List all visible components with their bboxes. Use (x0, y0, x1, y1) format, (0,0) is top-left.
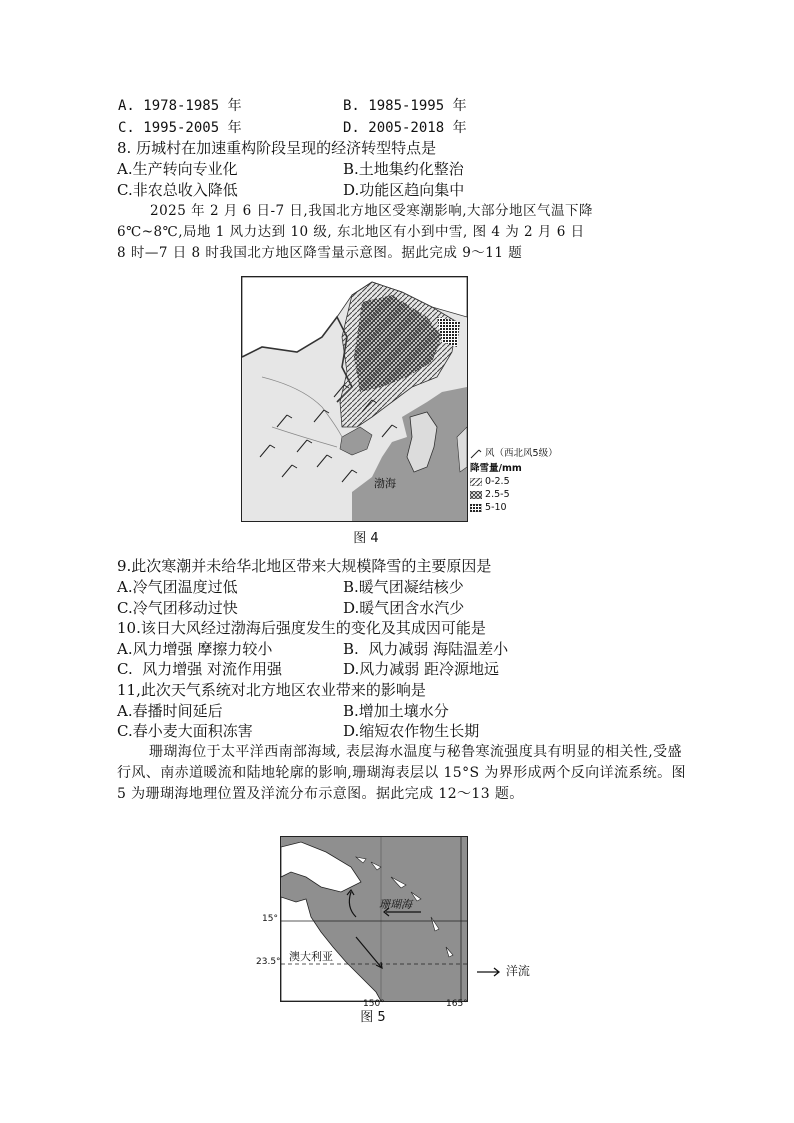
q7-option-a: A. 1978-1985 年 (118, 98, 242, 114)
passage1-line2: 6℃~8℃,局地 1 风力达到 10 级, 东北地区有小到中雪, 图 4 为 2 月 6 日 (117, 224, 585, 240)
q10-option-d: D.风力减弱 距冷源地远 (343, 660, 500, 678)
figure4-map (241, 276, 468, 522)
fig5-lat-15: 15° (262, 914, 278, 924)
q7-option-b: B. 1985-1995 年 (343, 98, 467, 114)
wind-barb-icon (470, 449, 482, 459)
q10-option-b: B. 风力减弱 海陆温差小 (343, 640, 509, 658)
q10-option-c: C. 风力增强 对流作用强 (117, 660, 283, 678)
q11-option-b: B.增加土壤水分 (343, 702, 449, 720)
fig5-sea-label: 珊瑚海 (379, 898, 412, 911)
q9-option-b: B.暖气团凝结核少 (343, 578, 464, 596)
q9-option-a: A.冷气团温度过低 (117, 578, 238, 596)
q8-option-d: D.功能区趋向集中 (343, 181, 465, 199)
q10-option-a: A.风力增强 摩擦力较小 (117, 640, 273, 658)
figure5-caption: 图 5 (360, 1010, 386, 1025)
q8-option-b: B.土地集约化整治 (343, 160, 464, 178)
q11-option-d: D.缩短农作物生长期 (343, 722, 480, 740)
fig5-lon-150: 150° (363, 999, 385, 1009)
q7-option-c: C. 1995-2005 年 (118, 120, 242, 136)
q9-option-c: C.冷气团移动过快 (117, 599, 238, 617)
passage1-line3: 8 时—7 日 8 时我国北方地区降雪量示意图。据此完成 9～11 题 (117, 245, 523, 261)
legend-item-3: 5-10 (470, 501, 560, 514)
fig5-land-label: 澳大利亚 (289, 950, 333, 963)
figure5-legend: 洋流 (476, 962, 530, 979)
q11-stem: 11,此次天气系统对北方地区农业带来的影响是 (117, 681, 426, 699)
q8-option-a: A.生产转向专业化 (117, 160, 238, 178)
figure5-map (280, 836, 468, 1002)
legend-snow-title: 降雪量/mm (470, 463, 522, 474)
q10-stem: 10.该日大风经过渤海后强度发生的变化及其成因可能是 (117, 619, 486, 637)
passage1-line1: 2025 年 2 月 6 日-7 日,我国北方地区受寒潮影响,大部分地区气温下降 (150, 203, 594, 219)
q11-option-c: C.春小麦大面积冻害 (117, 722, 253, 740)
passage2: 珊瑚海位于太平洋西南部海域, 表层海水温度与秘鲁寒流强度具有明显的相关性,受盛行风、南赤道暖流和陆地轮廓的影响,珊瑚海表层以 15°S 为界形成两个反向详流系统。图 5 为珊瑚海地理位置及洋流分布示意图。据此完成 12～13 题。 (117, 744, 686, 802)
legend-item-2: 2.5-5 (470, 488, 560, 501)
fig5-lon-165: 165° (446, 999, 468, 1009)
q9-option-d: D.暖气团含水汽少 (343, 599, 465, 617)
figure5-svg (281, 837, 467, 1001)
q7-option-d: D. 2005-2018 年 (343, 120, 467, 136)
q11-option-a: A.春播时间延后 (117, 702, 223, 720)
q8-option-c: C.非农总收入降低 (117, 181, 238, 199)
figure4-svg (242, 277, 467, 521)
figure4-caption: 图 4 (353, 531, 379, 546)
q9-stem: 9.此次寒潮并未给华北地区带来大规模降雪的主要原因是 (117, 557, 492, 575)
fig4-sea-label: 渤海 (374, 477, 396, 490)
q8-stem: 8. 历城村在加速重构阶段呈现的经济转型特点是 (117, 139, 437, 157)
fig5-lat-235: 23.5° (256, 957, 281, 967)
legend-wind: 风（西北风5级） (470, 447, 560, 460)
legend-item-1: 0-2.5 (470, 475, 560, 488)
figure4-legend (470, 447, 560, 514)
arrow-icon (476, 967, 502, 977)
